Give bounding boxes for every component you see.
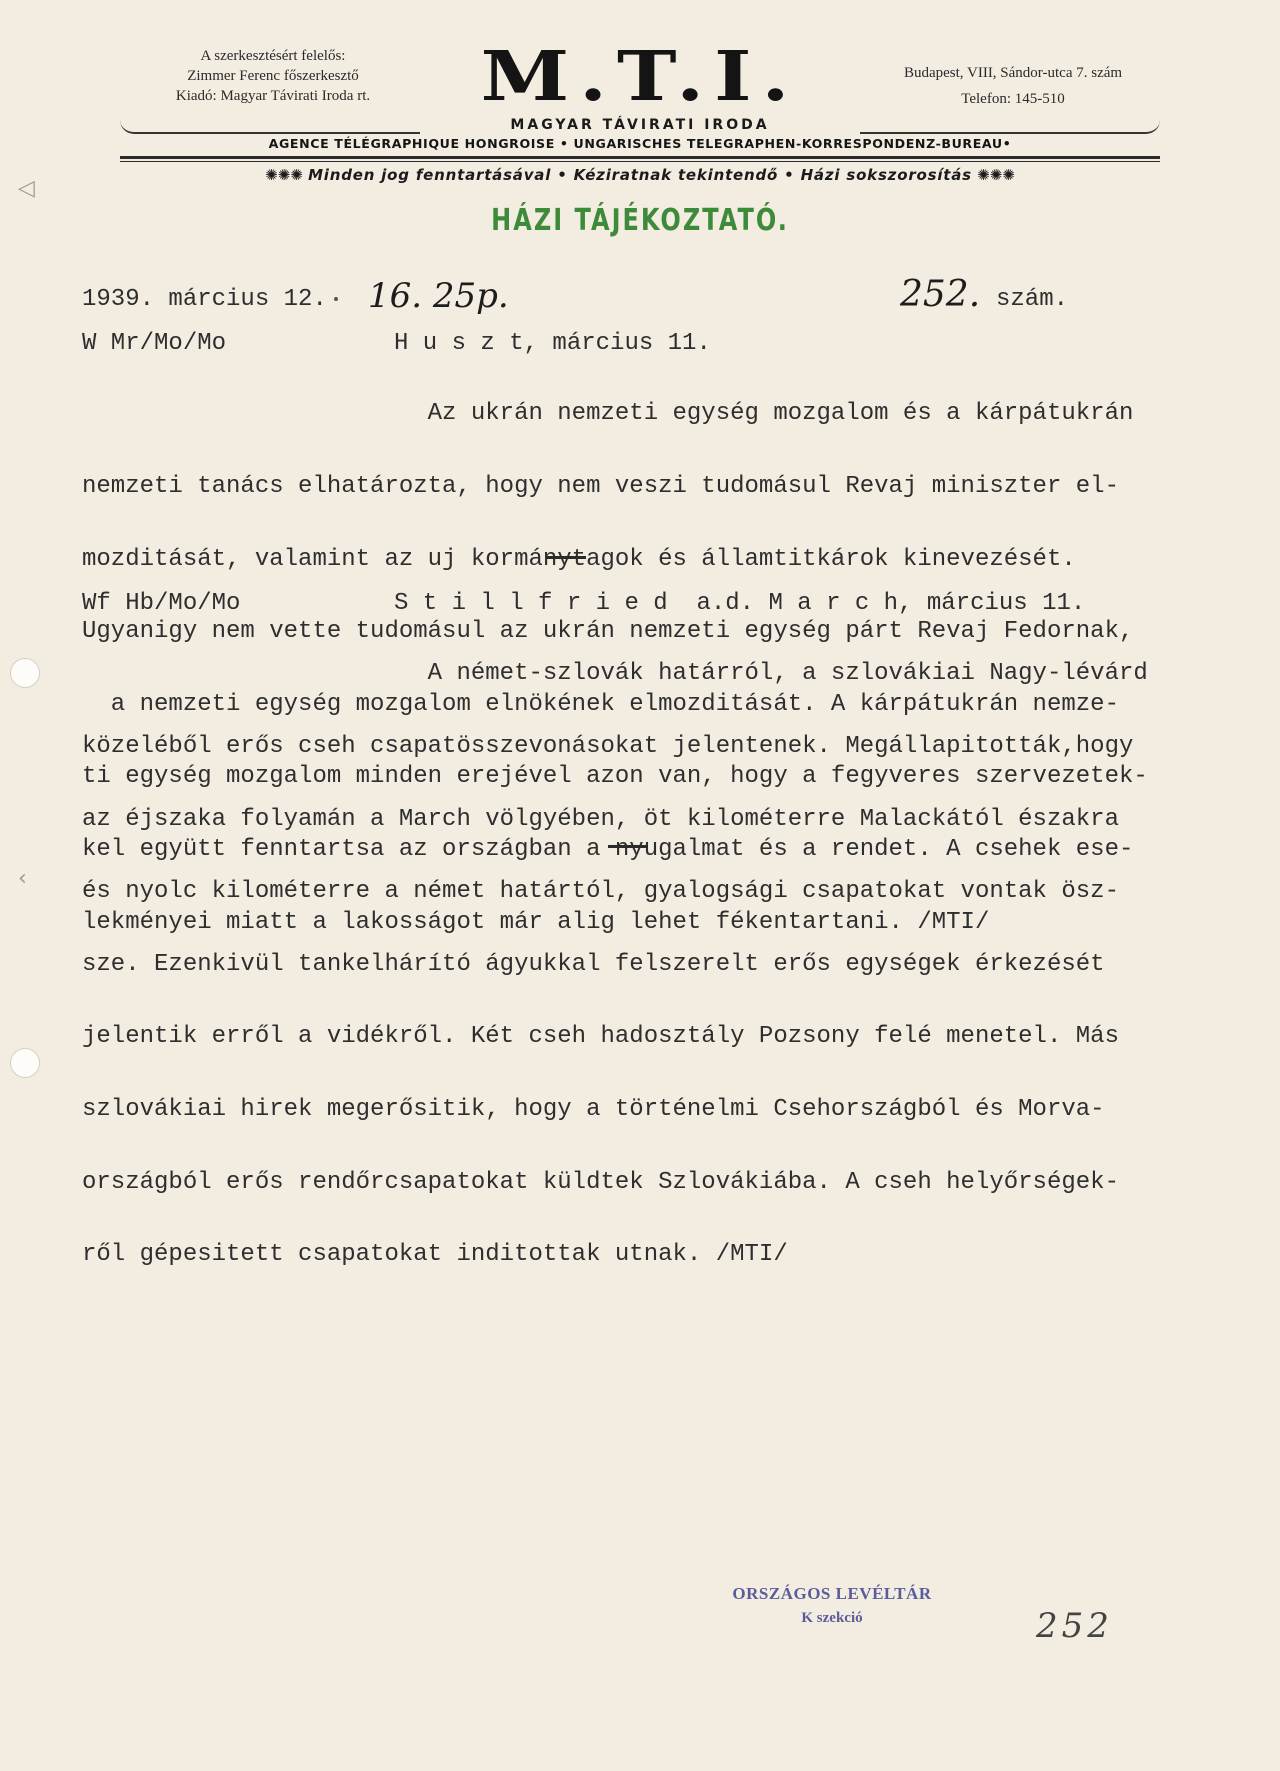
punch-hole: [10, 658, 40, 688]
editor-name: Zimmer Ferenc főszerkesztő: [187, 68, 359, 84]
telephone: Telefon: 145-510: [961, 91, 1065, 107]
ornament-line-left: [120, 112, 420, 134]
bulletin-date: 1939. március 12.: [82, 286, 327, 313]
body-line: kel együtt fenntartsa az országban a nyugalmat és a rendet. A csehek ese-: [82, 836, 1134, 864]
editor-label: A szerkesztésért felelős:: [200, 48, 346, 64]
logo-subtitle: MAGYAR TÁVIRATI IRODA: [510, 117, 770, 133]
item-code: W Mr/Mo/Mo: [82, 330, 227, 357]
body-line: közeléből erős cseh csapatösszevonásokat jelentenek. Megállapitották,hogy: [82, 733, 1134, 761]
header-rule: [120, 156, 1160, 159]
stamp-archive-name: ORSZÁGOS LEVÉLTÁR: [732, 1584, 932, 1603]
body-line: és nyolc kilométerre a német határtól, gyalogsági csapatokat vontak ösz-: [82, 878, 1119, 906]
letterhead-right: [858, 60, 1168, 112]
item-code: Wf Hb/Mo/Mo: [82, 590, 241, 617]
punctuation-dot: [334, 297, 338, 301]
address: Budapest, VIII, Sándor-utca 7. szám: [903, 65, 1123, 81]
mti-logo: M.T.I.: [480, 36, 800, 116]
item-body: [82, 614, 1148, 1316]
rights-text: Minden jog fenntartásával • Kéziratnak tekintendő • Házi sokszorosítás: [308, 166, 972, 184]
body-line: ről gépesitett csapatokat inditottak utnak. /MTI/: [82, 1241, 788, 1269]
ornament-line-right: [860, 112, 1160, 134]
body-line: Az ukrán nemzeti egység mozgalom és a kárpátukrán: [82, 400, 1134, 428]
body-line: az éjszaka folyamán a March völgyében, öt kilométerre Malackától északra: [82, 805, 1119, 833]
edge-mark: ‹: [18, 866, 27, 891]
item-separator: [546, 556, 586, 559]
ornament-icon: ✺✺✺: [971, 166, 1015, 184]
publisher: Kiadó: Magyar Távirati Iroda rt.: [175, 88, 371, 104]
body-line: lekményei miatt a lakosságot már alig lehet fékentartani. /MTI/: [82, 908, 990, 936]
punch-hole: [10, 1048, 40, 1078]
body-line: országból erős rendőrcsapatokat küldtek Szlovákiába. A cseh helyőrségek-: [82, 1168, 1119, 1196]
ornament-icon: ✺✺✺: [265, 166, 309, 184]
bulletin-time: 16. 25p.: [368, 276, 509, 316]
letterhead-left: [128, 46, 418, 106]
body-line: A német-szlovák határról, a szlovákiai Nagy-lévárd: [82, 660, 1148, 688]
body-line: nemzeti tanács elhatározta, hogy nem veszi tudomásul Revaj miniszter el-: [82, 473, 1119, 501]
item-dateline: S t i l l f r i e d a.d. M a r c h, március 11.: [394, 590, 1086, 617]
body-line: mozditását, valamint az uj kormánytagok és államtitkárok kinevezését.: [82, 545, 1076, 573]
archive-stamp: [722, 1584, 942, 1627]
body-line: sze. Ezenkivül tankelhárító ágyukkal felszerelt erős egységek érkezését: [82, 950, 1105, 978]
stamp-section: K szekció: [801, 1610, 863, 1626]
edge-mark: ◁: [18, 176, 35, 201]
body-line: ti egység mozgalom minden erejével azon van, hogy a fegyveres szervezetek-: [82, 763, 1148, 791]
item-separator: [608, 845, 648, 848]
archive-number: 252: [1036, 1606, 1113, 1646]
rights-line: [120, 166, 1160, 184]
body-line: Ugyanigy nem vette tudomásul az ukrán nemzeti egység párt Revaj Fedornak,: [82, 618, 1134, 646]
bulletin-title: HÁZI TÁJÉKOZTATÓ.: [491, 202, 789, 238]
item-dateline: H u s z t, március 11.: [394, 330, 711, 357]
body-line: a nemzeti egység mozgalom elnökének elmozditását. A kárpátukrán nemze-: [82, 690, 1119, 718]
agence-line: AGENCE TÉLÉGRAPHIQUE HONGROISE • UNGARISCHES TELEGRAPHEN-KORRESPONDENZ-BUREAU•: [268, 136, 1012, 151]
body-line: jelentik erről a vidékről. Két cseh hadosztály Pozsony felé menetel. Más: [82, 1023, 1119, 1051]
body-line: szlovákiai hirek megerősitik, hogy a történelmi Csehországból és Morva-: [82, 1096, 1105, 1124]
bulletin-number: 252.: [900, 274, 981, 315]
header-rule-thin: [120, 161, 1160, 162]
bulletin-number-label: szám.: [996, 286, 1069, 313]
